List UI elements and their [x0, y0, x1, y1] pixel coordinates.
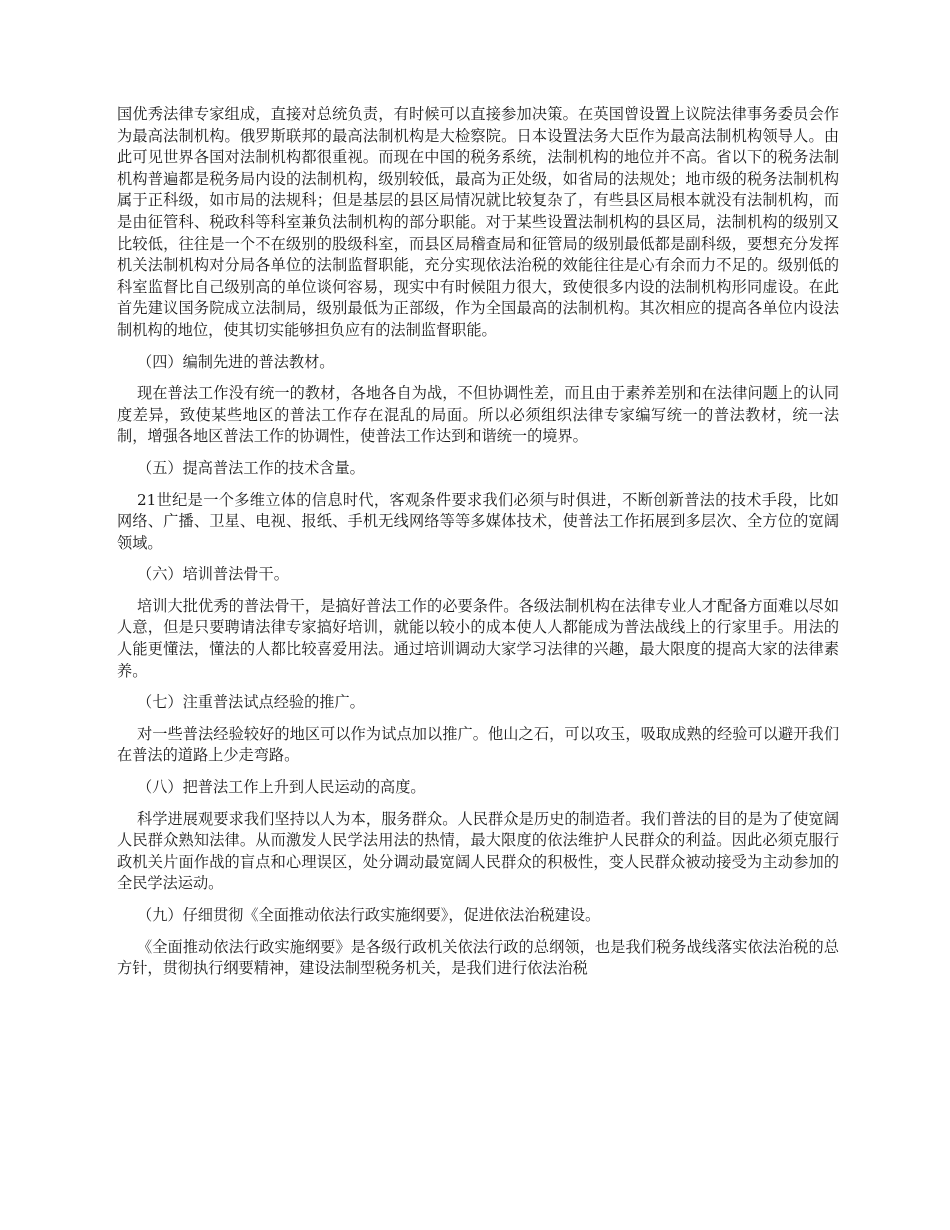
- body-paragraph: 现在普法工作没有统一的教材，各地各自为战，不但协调性差，而且由于素养差别和在法律问题上的认同度差异，致使某些地区的普法工作存在混乱的局面。所以必须组织法律专家编写统一的普法教材，统一法制，增强各地区普法工作的协调性，使普法工作达到和谐统一的境界。: [117, 384, 839, 446]
- section-heading: （六）培训普法骨干。: [137, 565, 289, 584]
- document-page: [117, 104, 839, 990]
- section-heading: （七）注重普法试点经验的推广。: [137, 693, 365, 712]
- body-paragraph: 《全面推动依法行政实施纲要》是各级行政机关依法行政的总纲领，也是我们税务战线落实依法治税的总方针，贯彻执行纲要精神，建设法制型税务机关，是我们进行依法治税: [117, 937, 839, 978]
- body-paragraph: 21世纪是一个多维立体的信息时代，客观条件要求我们必须与时俱进，不断创新普法的技术手段，比如网络、广播、卫星、电视、报纸、手机无线网络等等多媒体技术，使普法工作拓展到多层次、全方位的宽阔领域。: [117, 490, 839, 552]
- section-heading: （九）仔细贯彻《全面推动依法行政实施纲要》，促进依法治税建设。: [137, 906, 601, 924]
- body-paragraph: 国优秀法律专家组成，直接对总统负责，有时候可以直接参加决策。在英国曾设置上议院法律事务委员会作为最高法制机构。俄罗斯联邦的最高法制机构是大检察院。日本设置法务大臣作为最高法制机构领导人。由此可见世界各国对法制机构都很重视。而现在中国的税务系统，法制机构的地位并不高。省以下的税务法制机构普遍都是税务局内设的法制机构，级别较低，最高为正处级，如省局的法规处；地市级的税务法制机构属于正科级，如市局的法规科；但是基层的县区局情况就比较复杂了，有些县区局根本就没有法制机构，而是由征管科、税政科等科室兼负法制机构的部分职能。对于某些设置法制机构的县区局，法制机构的级别又比较低，往往是一个不在级别的股级科室，而县区局稽查局和征管局的级别最低都是副科级，要想充分发挥机关法制机构对分局各单位的法制监督职能，充分实现依法治税的效能往往是心有余而力不足的。级别低的科室监督比自己级别高的单位谈何容易，现实中有时候阻力很大，致使很多内设的法制机构形同虚设。在此首先建议国务院成立法制局，级别最低为正部级，作为全国最高的法制机构。其次相应的提高各单位内设法制机构的地位，使其切实能够担负应有的法制监督职能。: [117, 105, 839, 339]
- body-paragraph: 对一些普法经验较好的地区可以作为试点加以推广。他山之石，可以攻玉，吸取成熟的经验可以避开我们在普法的道路上少走弯路。: [117, 724, 839, 765]
- body-paragraph: 培训大批优秀的普法骨干，是搞好普法工作的必要条件。各级法制机构在法律专业人才配备方面难以尽如人意，但是只要聘请法律专家搞好培训，就能以较小的成本使人人都能成为普法战线上的行家里手。用法的人能更懂法，懂法的人都比较喜爱用法。通过培训调动大家学习法律的兴趣，最大限度的提高大家的法律素养。: [117, 596, 839, 680]
- section-heading: （八）把普法工作上升到人民运动的高度。: [137, 778, 426, 797]
- section-heading: （四）编制先进的普法教材。: [137, 352, 335, 371]
- section-heading: （五）提高普法工作的技术含量。: [137, 458, 365, 477]
- body-paragraph: 科学进展观要求我们坚持以人为本，服务群众。人民群众是历史的制造者。我们普法的目的是为了使宽阔人民群众熟知法律。从而激发人民学法用法的热情，最大限度的依法维护人民群众的利益。因此必须克服行政机关片面作战的盲点和心理误区，处分调动最宽阔人民群众的积极性，变人民群众被动接受为主动参加的全民学法运动。: [117, 809, 839, 893]
